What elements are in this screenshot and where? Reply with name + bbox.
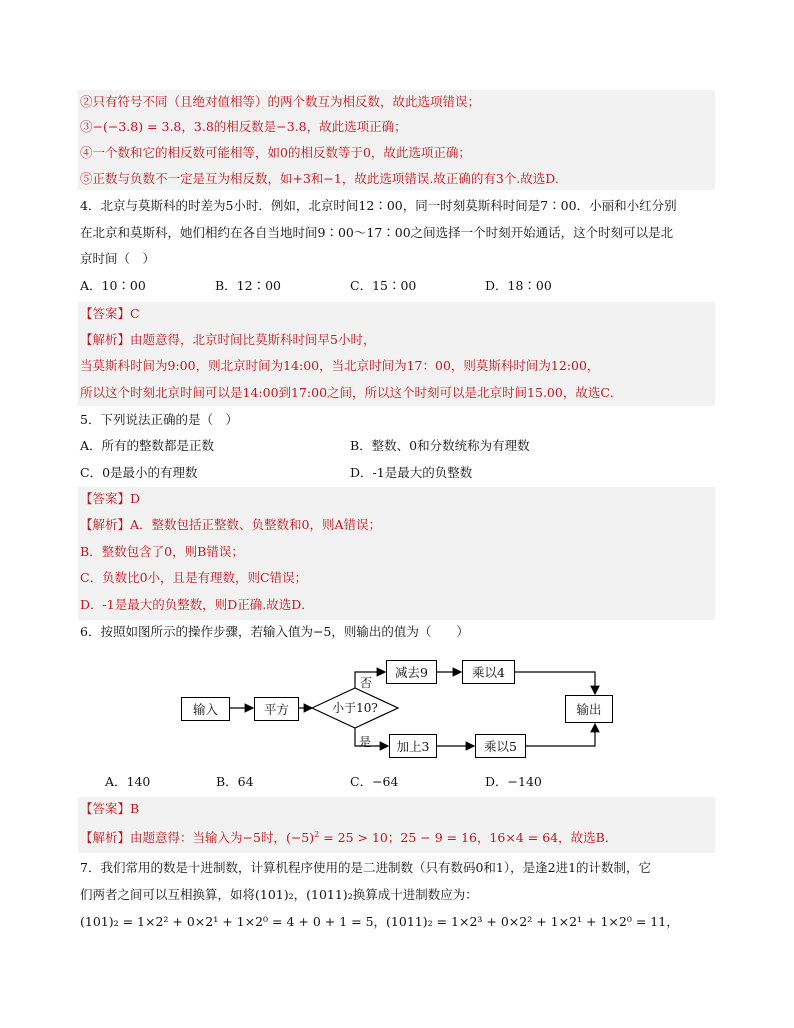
q6-choice-c: C．−64 — [350, 774, 399, 789]
q7-stem-3: (101)₂ = 1×2² + 0×2¹ + 1×2⁰ = 4 + 0 + 1 = 5，(1011)₂ = 1×2³ + 0×2² + 1×2¹ + 1×2⁰ = 11， — [80, 914, 679, 929]
q5-exp-4: D．-1是最大的负整数，则D正确.故选D． — [80, 597, 314, 612]
q5-exp-1: 【解析】A．整数包括正整数、负整数和0，则A错误； — [80, 517, 382, 532]
q5-answer: 【答案】D — [80, 491, 141, 506]
exp-line-3b: 3.8的相反数是−3.8，故此选项正确； — [193, 119, 407, 134]
q4-stem-1: 4．北京与莫斯科的时差为5小时．例如，北京时间12∶00，同一时刻莫斯科时间是7∶00．小丽和小红分别 — [80, 198, 677, 213]
flow-mul4-box: 乘以4 — [462, 660, 515, 684]
q4-choice-c: C．15∶00 — [350, 278, 417, 293]
q6-choice-b: B．64 — [216, 774, 254, 789]
q5-exp-2: B．整数包含了0，则B错误； — [80, 544, 244, 559]
q4-exp-2: 当莫斯科时间为9:00，则北京时间为14:00，当北京时间为17：00，则莫斯科时间为12:00， — [80, 358, 600, 373]
q7-stem-2: 们两者之间可以互相换算，如将(101)₂，(1011)₂换算成十进制数应为： — [80, 887, 478, 902]
q5-choice-d: D．-1是最大的负整数 — [350, 465, 473, 480]
q6-exp-c: 2 — [314, 830, 320, 839]
q4-exp-1: 【解析】由题意得，北京时间比莫斯科时间早5小时， — [80, 332, 376, 347]
flow-add3-box: 加上3 — [389, 734, 437, 758]
q4-stem-3: 京时间（ ） — [80, 251, 156, 266]
q4-choice-b: B．12∶00 — [215, 278, 281, 293]
flow-square-box: 平方 — [254, 697, 299, 721]
q5-choice-c: C．0是最小的有理数 — [80, 465, 198, 480]
q6-exp-b: (−5) — [285, 830, 315, 846]
q5-exp-3: C．负数比0小，且是有理数，则C错误； — [80, 570, 308, 585]
flow-input-box: 输入 — [181, 697, 230, 721]
flow-yes-label: 是 — [359, 735, 372, 749]
q4-stem-2: 在北京和莫斯科，她们相约在各自当地时间9∶00～17∶00之间选择一个时刻开始通话，这个时刻可以是北 — [80, 225, 674, 240]
exp-line-3a: ③−(−3.8) = 3.8， — [80, 119, 194, 134]
q4-answer: 【答案】C — [80, 306, 140, 321]
q4-choice-a: A．10∶00 — [80, 278, 146, 293]
flow-sub9-box: 减去9 — [386, 660, 437, 684]
exp-line-4: ④一个数和它的相反数可能相等，如0的相反数等于0，故此选项正确； — [80, 145, 471, 160]
flow-no-label: 否 — [360, 676, 373, 690]
q6-stem: 6．按照如图所示的操作步骤，若输入值为−5，则输出的值为（ ） — [80, 624, 469, 639]
q6-answer: 【答案】B — [80, 801, 140, 816]
exp-line-5: ⑤正数与负数不一定是互为相反数，如+3和−1，故此选项错误.故正确的有3个.故选D. — [80, 171, 559, 186]
flow-decision-label: 小于10? — [332, 701, 378, 715]
flow-mul5-box: 乘以5 — [475, 734, 526, 758]
q6-exp — [80, 826, 617, 847]
q6-choice-a: A．140 — [105, 774, 151, 789]
q6-exp-d: = 25 > 10；25 − 9 = 16，16×4 = 64，故选B． — [319, 830, 618, 846]
exp-line-2: ②只有符号不同（且绝对值相等）的两个数互为相反数，故此选项错误； — [80, 94, 481, 109]
q6-choice-d: D．−140 — [485, 774, 542, 789]
q5-choice-a: A．所有的整数都是正数 — [80, 438, 215, 453]
q4-exp-3: 所以这个时刻北京时间可以是14:00到17:00之间，所以这个时刻可以是北京时间15.00，故选C． — [80, 385, 623, 400]
q7-stem-1: 7．我们常用的数是十进制数，计算机程序使用的是二进制数（只有数码0和1），是逢2进1的计数制，它 — [80, 860, 652, 875]
q6-exp-a: 【解析】由题意得：当输入为−5时， — [80, 830, 286, 846]
q4-choice-d: D．18∶00 — [485, 278, 552, 293]
flow-output-box: 输出 — [565, 695, 613, 723]
q5-choice-b: B．整数、0和分数统称为有理数 — [350, 438, 530, 453]
q5-stem: 5．下列说法正确的是（ ） — [80, 412, 238, 427]
